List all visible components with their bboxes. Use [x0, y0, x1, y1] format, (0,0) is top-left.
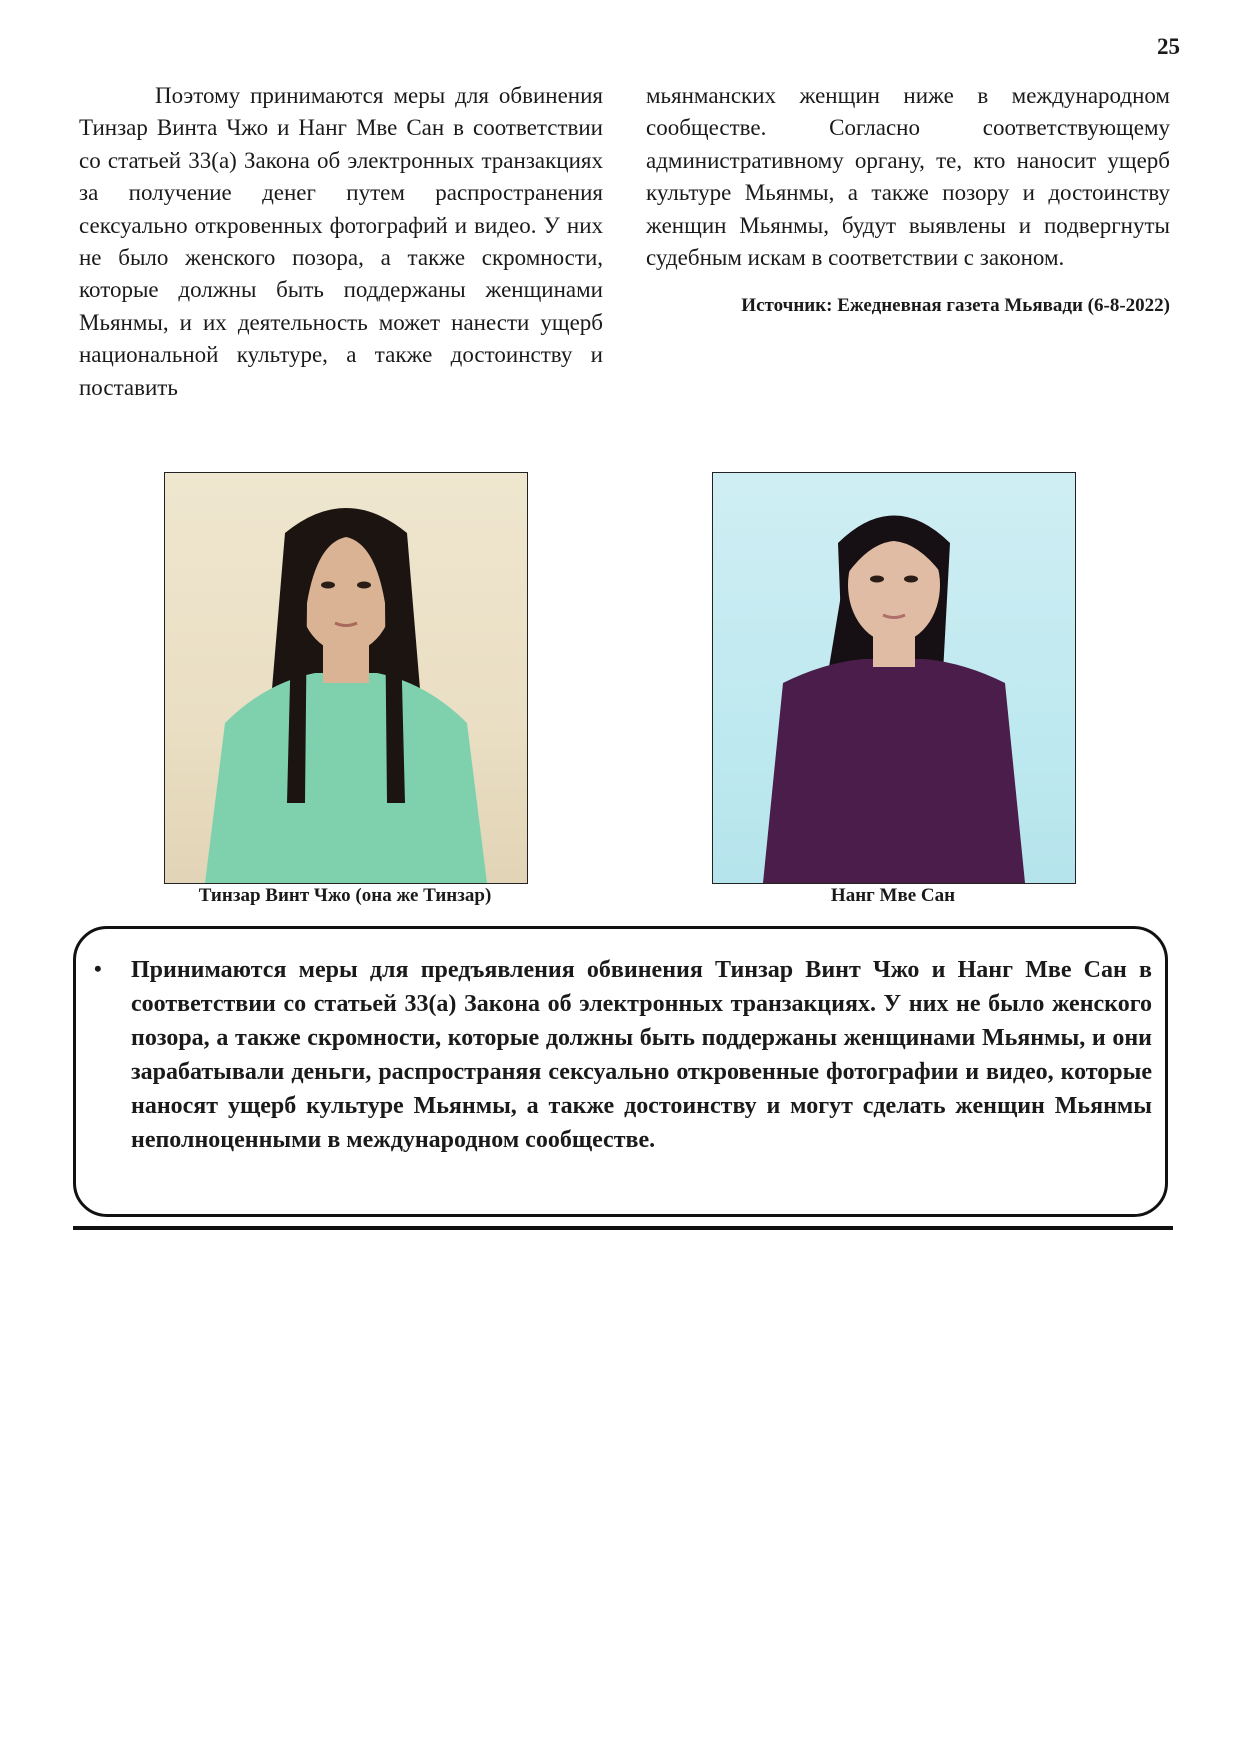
- portrait-woman-purple-shirt-icon: [713, 473, 1075, 883]
- article-right-column: [646, 80, 1170, 318]
- photo-nang-mwe-san: [712, 472, 1076, 884]
- bullet-icon: •: [94, 956, 102, 981]
- article-source: Источник: Ежедневная газета Мьявади (6-8-2022): [741, 295, 1170, 317]
- photo-tinzar: [164, 472, 528, 884]
- summary-text: Принимаются меры для предъявления обвинения Тинзар Винт Чжо и Нанг Мве Сан в соответствии со статьей 33(а) Закона об электронных транзакциях. У них не было женского позора, а также скромности, которые должны быть поддержаны женщинами Мьянмы, и они зарабатывали деньги, распространяя сексуально откровенные фотографии и видео, которые наносят ущерб культуре Мьянмы, а также достоинству и могут сделать женщин Мьянмы неполноценными в международном сообществе.: [131, 957, 1152, 1153]
- portrait-woman-green-shirt-icon: [165, 473, 527, 883]
- article-left-column: [79, 80, 603, 404]
- horizontal-rule: [73, 1226, 1173, 1230]
- photo-caption-nang-mwe-san: Нанг Мве Сан: [830, 885, 956, 906]
- photo-caption-tinzar: Тинзар Винт Чжо (она же Тинзар): [198, 885, 492, 906]
- article-paragraph-left: Поэтому принимаются меры для обвинения Тинзар Винта Чжо и Нанг Мве Сан в соответствии со статьей 33(а) Закона об электронных транзакциях за получение денег путем распространения сексуально откровенных фотографий и видео. У них не было женского позора, а также скромности, которые должны быть поддержаны женщинами Мьянмы, и их деятельность может нанести ущерб национальной культуре, а также достоинству и поставить: [79, 83, 603, 400]
- article-paragraph-right: мьянманских женщин ниже в международном сообществе. Согласно соответствующему административному органу, те, кто наносит ущерб культуре Мьянмы, а также позору и достоинству женщин Мьянмы, будут выявлены и подвергнуты судебным искам в соответствии с законом.: [646, 83, 1170, 271]
- page-number: 25: [1157, 34, 1180, 59]
